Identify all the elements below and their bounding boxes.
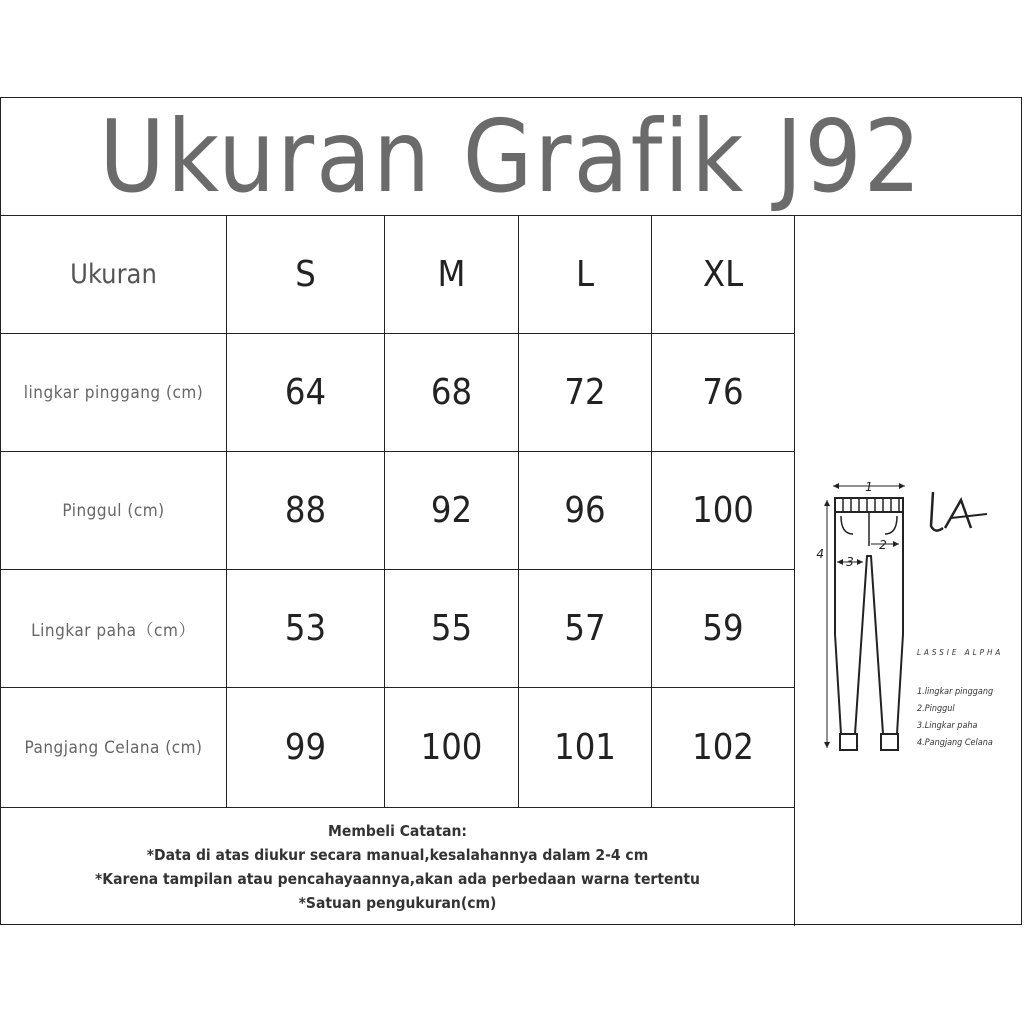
purchase-notes — [1, 808, 795, 926]
table-cell: 72 — [519, 334, 652, 452]
table-cell: 96 — [519, 452, 652, 570]
measure-marker-1: 1 — [865, 480, 873, 494]
chart-title: Ukuran Grafik J92 — [1, 98, 1021, 216]
brand-logo — [931, 492, 987, 531]
table-cell: 101 — [519, 688, 652, 808]
size-column-header: Ukuran — [1, 216, 227, 334]
legend-item: 1.lingkar pinggang — [917, 687, 994, 697]
table-cell: 57 — [519, 570, 652, 688]
measure-marker-3: 3 — [846, 555, 854, 569]
table-cell: 53 — [227, 570, 385, 688]
brand-name: LASSIE ALPHA — [917, 648, 1004, 657]
notes-line: *Satuan pengukuran(cm) — [298, 894, 497, 912]
size-chart — [0, 97, 1022, 925]
size-header-s: S — [227, 216, 385, 334]
table-cell: 88 — [227, 452, 385, 570]
notes-line: *Data di atas diukur secara manual,kesalahannya dalam 2-4 cm — [146, 846, 649, 864]
row-label-waist: lingkar pinggang (cm) — [1, 334, 227, 452]
table-cell: 59 — [652, 570, 795, 688]
table-cell: 100 — [652, 452, 795, 570]
row-label-hip: Pinggul (cm) — [1, 452, 227, 570]
table-cell: 102 — [652, 688, 795, 808]
table-cell: 68 — [385, 334, 519, 452]
measurement-legend — [917, 684, 993, 752]
size-header-xl: XL — [652, 216, 795, 334]
measure-marker-2: 2 — [879, 538, 887, 552]
table-cell: 99 — [227, 688, 385, 808]
legend-item: 4.Pangjang Celana — [917, 738, 993, 748]
size-header-l: L — [519, 216, 652, 334]
table-cell: 100 — [385, 688, 519, 808]
table-cell: 76 — [652, 334, 795, 452]
legend-item: 2.Pinggul — [917, 704, 955, 714]
table-cell: 92 — [385, 452, 519, 570]
measure-marker-4: 4 — [816, 547, 824, 561]
pants-diagram-icon — [795, 216, 1021, 924]
row-label-thigh: Lingkar paha（cm） — [1, 570, 227, 688]
table-cell: 64 — [227, 334, 385, 452]
table-cell: 55 — [385, 570, 519, 688]
size-header-m: M — [385, 216, 519, 334]
pants-diagram-panel — [795, 216, 1021, 924]
notes-heading: Membeli Catatan: — [327, 822, 467, 840]
notes-line: *Karena tampilan atau pencahayaannya,akan ada perbedaan warna tertentu — [95, 870, 700, 888]
legend-item: 3.Lingkar paha — [917, 721, 978, 731]
row-label-length: Pangjang Celana (cm) — [1, 688, 227, 808]
